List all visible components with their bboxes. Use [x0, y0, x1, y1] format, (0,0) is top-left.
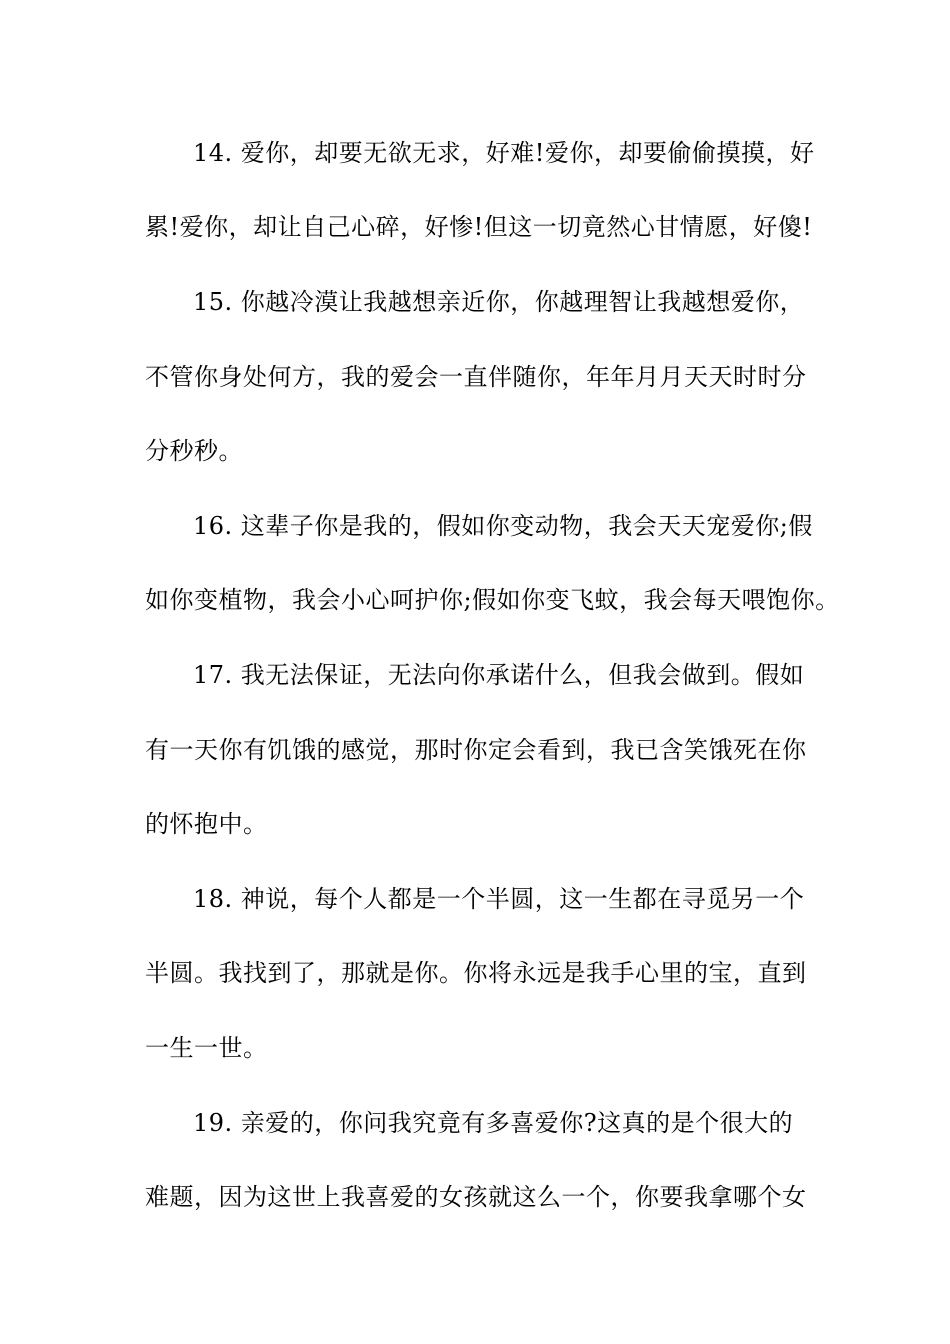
paragraph-17-line-1: 17. 我无法保证，无法向你承诺什么，但我会做到。假如	[193, 661, 805, 689]
paragraph-14-line-1: 14. 爱你，却要无欲无求，好难!爱你，却要偷偷摸摸，好	[193, 139, 815, 167]
paragraph-18-line-2: 半圆。我找到了，那就是你。你将永远是我手心里的宝，直到	[145, 959, 807, 987]
paragraph-19-line-2: 难题，因为这世上我喜爱的女孩就这么一个，你要我拿哪个女	[145, 1183, 807, 1211]
paragraph-15-line-1: 15. 你越冷漠让我越想亲近你，你越理智让我越想爱你，	[193, 288, 805, 316]
paragraph-18-line-3: 一生一世。	[145, 1034, 268, 1062]
paragraph-15-line-3: 分秒秒。	[145, 437, 243, 465]
paragraph-14-line-2: 累!爱你，却让自己心碎，好惨!但这一切竟然心甘情愿，好傻!	[145, 213, 813, 241]
paragraph-19-line-1: 19. 亲爱的，你问我究竟有多喜爱你?这真的是个很大的	[193, 1109, 794, 1137]
paragraph-17-line-3: 的怀抱中。	[145, 810, 268, 838]
paragraph-16-line-1: 16. 这辈子你是我的，假如你变动物，我会天天宠爱你;假	[193, 512, 813, 540]
paragraph-16-line-2: 如你变植物，我会小心呵护你;假如你变飞蚊，我会每天喂饱你。	[145, 586, 840, 614]
paragraph-18-line-1: 18. 神说，每个人都是一个半圆，这一生都在寻觅另一个	[193, 885, 805, 913]
paragraph-17-line-2: 有一天你有饥饿的感觉，那时你定会看到，我已含笑饿死在你	[145, 736, 807, 764]
paragraph-15-line-2: 不管你身处何方，我的爱会一直伴随你，年年月月天天时时分	[145, 363, 807, 391]
